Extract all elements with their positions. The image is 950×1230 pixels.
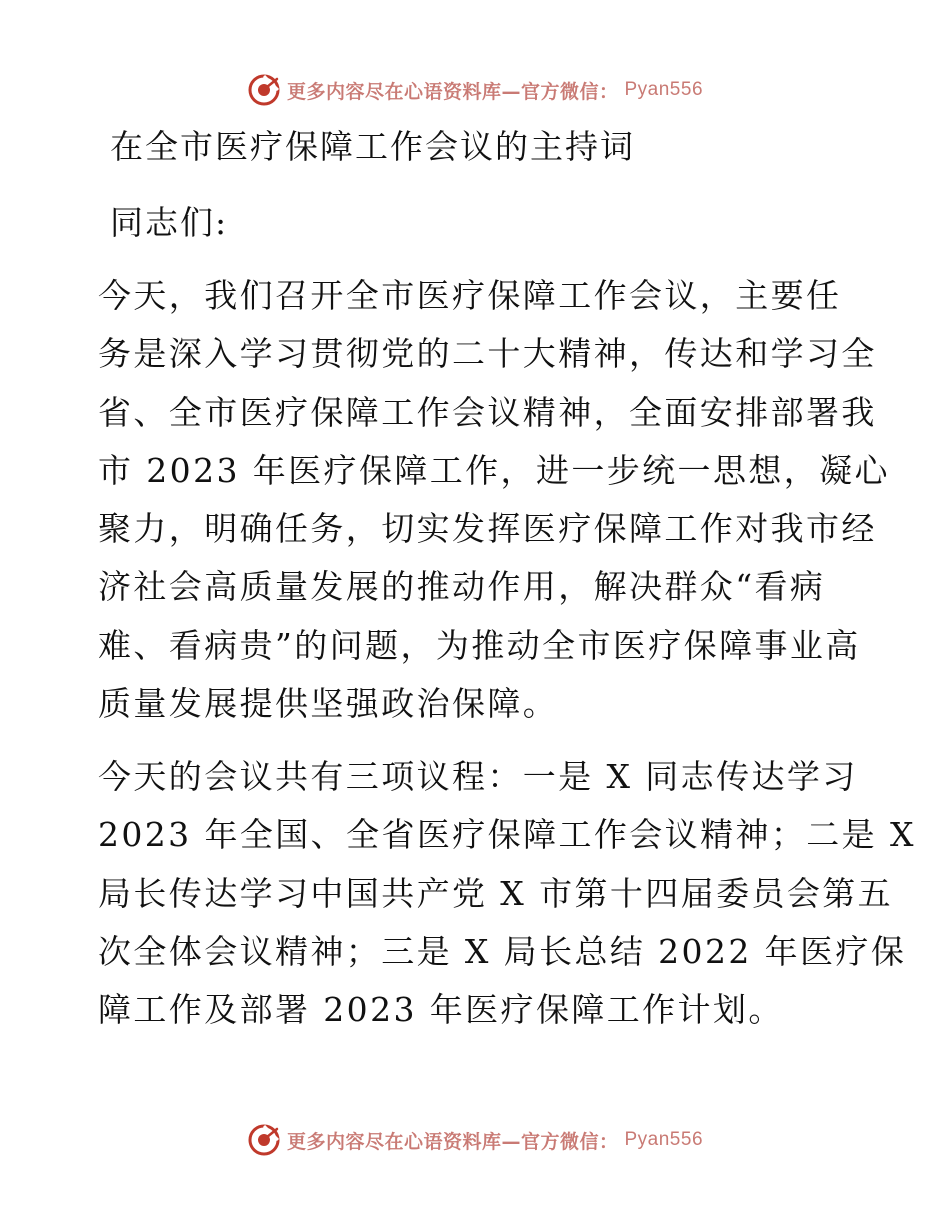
paragraph-line: 今天，我们召开全市医疗保障工作会议，主要任 (98, 276, 842, 315)
paragraph-line: 难、看病贵”的问题，为推动全市医疗保障事业高 (98, 625, 861, 665)
paragraph-line: 局长传达学习中国共产党 X 市第十四届委员会第五 (98, 873, 894, 913)
document-title: 在全市医疗保障工作会议的主持词 (110, 127, 635, 166)
paragraph-line: 次全体会议精神；三是 X 局长总结 2022 年医疗保 (98, 931, 907, 971)
watermark-text: 更多内容尽在心语资料库—官方微信： (286, 80, 619, 103)
paragraph-agenda (98, 748, 916, 1039)
footer-watermark (0, 1120, 950, 1160)
paragraph-intro (98, 267, 890, 733)
paragraph-line: 济社会高质量发展的推动作用，解决群众“看病 (98, 567, 826, 607)
paragraph-line: 市 2023 年医疗保障工作，进一步统一思想，凝心 (98, 450, 890, 490)
watermark-id: Pyan556 (624, 1129, 704, 1150)
watermark-text: 更多内容尽在心语资料库—官方微信： (286, 1130, 619, 1153)
paragraph-line: 今天的会议共有三项议程：一是 X 同志传达学习 (98, 757, 858, 796)
paragraph-line: 2023 年全国、全省医疗保障工作会议精神；二是 X (98, 815, 916, 855)
header-watermark (0, 70, 950, 110)
salutation: 同志们: (110, 203, 229, 242)
paragraph-line: 省、全市医疗保障工作会议精神，全面安排部署我 (98, 392, 877, 432)
paragraph-line: 务是深入学习贯彻党的二十大精神，传达和学习全 (98, 334, 877, 374)
watermark-logo-icon (247, 73, 281, 107)
watermark-id: Pyan556 (624, 79, 704, 100)
watermark-logo-icon (247, 1123, 281, 1157)
paragraph-line: 障工作及部署 2023 年医疗保障工作计划。 (98, 990, 784, 1030)
paragraph-line: 质量发展提供坚强政治保障。 (98, 684, 559, 724)
paragraph-line: 聚力，明确任务，切实发挥医疗保障工作对我市经 (98, 509, 877, 549)
